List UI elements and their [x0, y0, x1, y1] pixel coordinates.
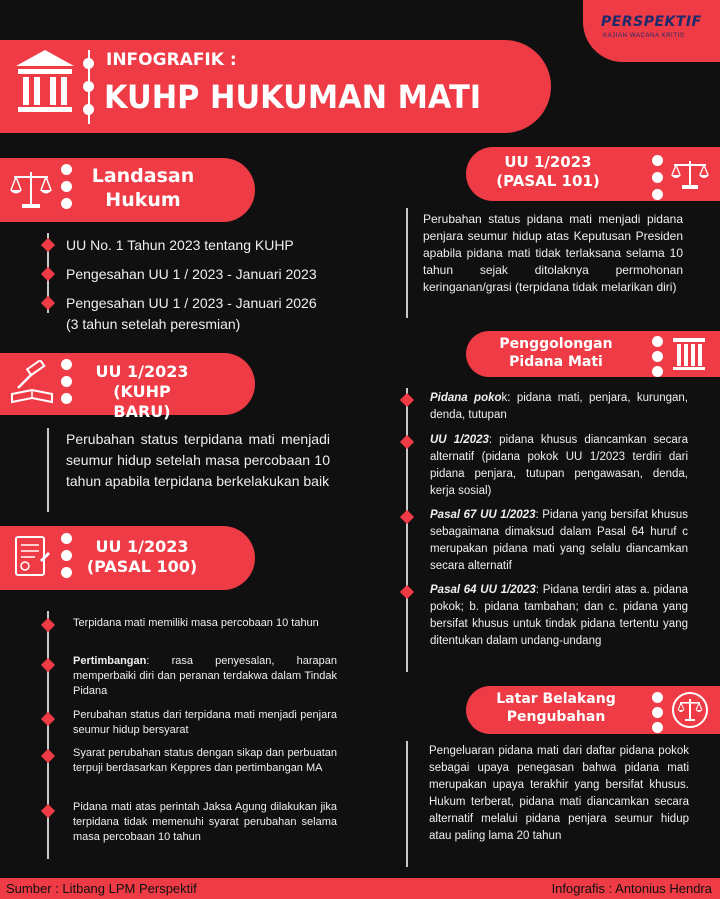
landasan-item: (3 tahun setelah peresmian) — [66, 316, 241, 332]
pasal100-bullet — [41, 804, 55, 818]
penggolongan-bullet — [400, 510, 414, 524]
penggolongan-item — [430, 390, 688, 424]
footer-credit: Infografis : Antonius Hendra — [551, 881, 712, 896]
latar-dots — [652, 692, 663, 733]
penggolongan-item — [430, 507, 688, 575]
pasal100-item — [73, 800, 337, 845]
page-title: KUHP HUKUMAN MATI — [104, 78, 482, 116]
kuhp-baru-rule — [47, 428, 49, 512]
penggolongan-item — [430, 582, 688, 650]
kuhp-baru-title-line1: UU 1/2023 — [95, 362, 189, 381]
pasal100-bullet — [41, 749, 55, 763]
header-kicker: INFOGRAFIK : — [106, 50, 237, 70]
pasal100-bullet — [41, 658, 55, 672]
pasal101-rule — [406, 208, 408, 318]
pillar-icon — [670, 336, 708, 377]
latar-rule — [406, 741, 408, 867]
pasal100-item-bold: Pertimbangan — [73, 655, 147, 667]
pasal100-item — [73, 654, 337, 699]
penggolongan-item-bold: Pasal 67 UU 1/2023 — [430, 509, 536, 521]
landasan-title — [88, 165, 198, 213]
penggolongan-item — [430, 432, 688, 500]
landasan-bullet — [41, 267, 55, 281]
penggolongan-dots — [652, 336, 663, 377]
penggolongan-timeline — [406, 388, 408, 672]
landasan-title-line1: Landasan — [91, 165, 195, 187]
gavel-book-icon — [8, 360, 56, 411]
pasal100-title — [82, 537, 202, 577]
landasan-bullet — [41, 238, 55, 252]
penggolongan-item-text: : Pidana yang bersifat khusus sebagaimana dimaksud dalam Pasal 64 huruf c merupakan pidana mati yang selalu diancamkan secara alternatif — [430, 509, 688, 572]
document-icon — [10, 534, 52, 585]
pasal100-bullet — [41, 618, 55, 632]
footer-source: Sumber : Litbang LPM Perspektif — [6, 881, 197, 896]
penggolongan-item-text: : pidana mati, penjara, kurungan, denda, tutupan — [430, 392, 689, 421]
landasan-item: Pengesahan UU 1 / 2023 - Januari 2026 — [66, 295, 317, 311]
landasan-title-line2: Hukum — [105, 188, 181, 211]
landasan-bullet — [41, 296, 55, 310]
pasal100-item-text: Perubahan status dari terpidana mati menjadi penjara seumur hidup bersyarat — [73, 709, 337, 736]
pasal100-dots — [61, 533, 72, 578]
penggolongan-item-text: : pidana khusus diancamkan secara alternatif (pidana pokok UU 1/2023 terdiri dari pidana penjara, tutupan pengawasan, denda, kerja sosial) — [430, 434, 688, 497]
landasan-item: Pengesahan UU 1 / 2023 - Januari 2023 — [66, 266, 317, 282]
kuhp-baru-body: Perubahan status terpidana mati menjadi seumur hidup setelah masa percobaan 10 tahun apabila terpidana berkelakukan baik — [66, 431, 330, 489]
pasal101-title — [488, 153, 608, 191]
courthouse-icon — [14, 48, 76, 123]
penggolongan-bullet — [400, 393, 414, 407]
scales-icon — [8, 168, 54, 215]
penggolongan-item-bold: UU 1/2023 — [430, 434, 489, 446]
pasal100-item-text: Pidana mati atas perintah Jaksa Agung dilakukan jika terpidana tidak memenuhi syarat perubahan selama masa percobaan 10 tahun — [73, 801, 337, 843]
latar-title-line1: Latar Belakang — [496, 691, 616, 707]
latar-title-line2: Pengubahan — [506, 709, 606, 726]
pasal100-title-line1: UU 1/2023 — [95, 537, 189, 556]
latar-body: Pengeluaran pidana mati dari daftar pidana pokok sebagai upaya penegasan bahwa pidana mati merupakan upaya terakhir yang bersifat khusus. Hukum terberat, pidana mati diancamkan secara alternatif melalui pidana penjara seumur hidup atau paling lama 20 tahun — [429, 745, 689, 842]
brand-tagline: KAJIAN WACANA KRITIS — [603, 33, 685, 39]
scales-circle-icon — [670, 690, 710, 735]
pasal100-item — [73, 746, 337, 776]
pasal100-item-text: Terpidana mati memiliki masa percobaan 10 tahun — [73, 617, 319, 629]
penggolongan-title-line1: Penggolongan — [499, 336, 613, 352]
pasal100-timeline — [47, 611, 49, 859]
pasal101-title-line2: (PASAL 101) — [496, 171, 600, 190]
penggolongan-title — [486, 335, 626, 371]
brand-badge — [583, 0, 720, 62]
brand-name: PERSPEKTIF — [601, 14, 702, 30]
pasal101-title-line1: UU 1/2023 — [504, 153, 592, 171]
pasal101-dots — [652, 155, 663, 200]
penggolongan-item-bold: Pidana poko — [430, 392, 502, 404]
scales-icon — [669, 158, 711, 197]
penggolongan-title-line2: Pidana Mati — [509, 354, 603, 371]
pasal100-item-text: Syarat perubahan status dengan sikap dan perbuatan terpuji berdasarkan Keppres dan pertimbangan MA — [73, 747, 337, 774]
kuhp-baru-dots — [61, 359, 72, 404]
penggolongan-bullet — [400, 585, 414, 599]
penggolongan-item-plain: k — [501, 392, 508, 404]
header-dots — [83, 58, 94, 115]
penggolongan-bullet — [400, 435, 414, 449]
pasal101-body: Perubahan status pidana mati menjadi pidana penjara seumur hidup atas Keputusan Presiden apabila pidana mati tidak terlaksana selama 10 tahun sejak ditolaknya permohonan keringanan/grasi (terpidana tidak melarikan diri) — [423, 212, 683, 294]
penggolongan-item-bold: Pasal 64 UU 1/2023 — [430, 584, 536, 596]
kuhp-baru-title — [82, 362, 202, 422]
kuhp-baru-title-line2: (KUHP BARU) — [113, 382, 171, 421]
pasal100-item-text: : rasa penyesalan, harapan memperbaiki diri dan peranan terdakwa dalam Tindak Pidana — [73, 655, 337, 697]
latar-title — [486, 690, 626, 726]
landasan-item: UU No. 1 Tahun 2023 tentang KUHP — [66, 237, 294, 253]
pasal100-title-line2: (PASAL 100) — [86, 557, 198, 576]
footer-bar — [0, 878, 720, 899]
pasal100-item — [73, 708, 337, 738]
penggolongan-item-text: : Pidana terdiri atas a. pidana pokok; b. pidana tambahan; dan c. pidana yang bersifat khusus untuk tindak pidana tertentu yang ditentukan dalam undang-undang — [430, 584, 688, 647]
pasal100-bullet — [41, 712, 55, 726]
pasal100-item — [73, 616, 337, 631]
landasan-dots — [61, 164, 72, 209]
